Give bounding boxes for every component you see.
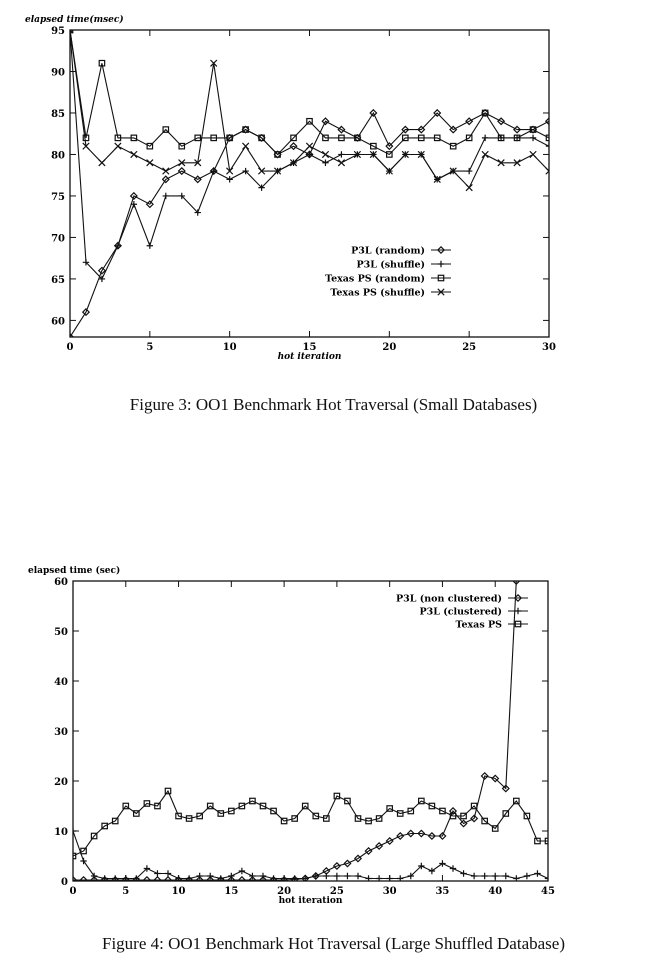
y-axis-label: elapsed time (sec) <box>28 566 121 576</box>
x-tick-label: 15 <box>224 886 239 897</box>
x-tick-label: 30 <box>542 342 556 353</box>
figure-4-caption: Figure 4: OO1 Benchmark Hot Traversal (Large Shuffled Database) <box>102 934 565 953</box>
legend-marker <box>515 608 521 614</box>
data-point <box>338 160 344 166</box>
data-point <box>492 873 498 879</box>
x-tick-label: 25 <box>329 886 344 897</box>
legend-label: Texas PS (random) <box>325 273 425 285</box>
y-tick-label: 60 <box>54 577 68 588</box>
y-tick-label: 90 <box>51 67 65 79</box>
data-point <box>482 151 488 157</box>
legend-marker <box>438 261 444 267</box>
y-tick-label: 65 <box>51 274 65 286</box>
data-point <box>344 873 350 879</box>
y-axis-label: elapsed time(msec) <box>25 15 124 25</box>
series-plus <box>70 828 551 882</box>
data-point <box>163 168 169 174</box>
y-tick-label: 20 <box>54 777 68 788</box>
y-tick-label: 0 <box>61 877 68 888</box>
series-diamond <box>70 578 520 883</box>
data-point <box>147 160 153 166</box>
data-point <box>99 160 105 166</box>
data-point <box>546 143 552 149</box>
figure-3-caption: Figure 3: OO1 Benchmark Hot Traversal (Small Databases) <box>129 395 538 414</box>
x-axis-label: hot iteration <box>277 352 342 362</box>
x-tick-label: 10 <box>171 886 186 897</box>
data-point <box>163 193 169 199</box>
data-point <box>530 151 536 157</box>
y-tick-label: 40 <box>54 677 68 688</box>
x-tick-label: 40 <box>488 886 503 897</box>
y-tick-label: 10 <box>54 827 68 838</box>
legend-label: P3L (shuffle) <box>356 259 425 271</box>
y-tick-label: 80 <box>51 150 65 162</box>
x-tick-label: 0 <box>69 886 77 897</box>
x-tick-label: 0 <box>66 342 74 353</box>
data-point <box>466 168 472 174</box>
series-line <box>73 831 548 879</box>
series-line <box>73 581 516 880</box>
series-cross <box>67 27 552 191</box>
x-tick-label: 25 <box>462 342 477 353</box>
data-point <box>355 873 361 879</box>
data-point <box>306 151 312 157</box>
data-point <box>503 873 509 879</box>
chart-large-shuffled-database <box>0 545 667 965</box>
x-tick-label: 10 <box>222 342 237 353</box>
data-point <box>211 168 217 174</box>
y-tick-label: 75 <box>51 191 65 203</box>
chart-small-databases <box>0 0 667 420</box>
legend-label: P3L (non clustered) <box>396 593 502 605</box>
x-axis-label: hot iteration <box>278 896 343 906</box>
data-point <box>471 873 477 879</box>
x-tick-label: 30 <box>382 886 397 897</box>
series-plus <box>67 27 552 282</box>
series-line <box>70 30 549 155</box>
data-point <box>131 151 137 157</box>
data-point <box>334 873 340 879</box>
plot-frame <box>70 30 549 337</box>
data-point <box>322 151 328 157</box>
data-point <box>534 870 540 876</box>
y-tick-label: 50 <box>54 627 68 638</box>
figure-4 <box>0 545 667 965</box>
x-tick-label: 20 <box>382 342 397 353</box>
legend-label: P3L (random) <box>351 245 425 257</box>
x-tick-label: 15 <box>302 342 317 353</box>
data-point <box>115 143 121 149</box>
data-point <box>306 143 312 149</box>
x-tick-label: 45 <box>541 886 555 897</box>
legend-label: Texas PS (shuffle) <box>330 287 425 299</box>
data-point <box>323 873 329 879</box>
data-point <box>530 135 536 141</box>
x-tick-label: 35 <box>435 886 450 897</box>
data-point <box>460 870 466 876</box>
series-square <box>67 27 551 157</box>
figure-3 <box>0 0 667 420</box>
legend-label: Texas PS <box>455 619 502 631</box>
y-tick-label: 60 <box>51 316 65 328</box>
data-point <box>524 873 530 879</box>
data-point <box>165 870 171 876</box>
x-tick-label: 5 <box>122 886 130 897</box>
data-point <box>154 870 160 876</box>
data-point <box>338 151 344 157</box>
data-point <box>70 828 76 834</box>
y-tick-label: 70 <box>51 233 65 245</box>
series-diamond <box>67 110 552 340</box>
y-tick-label: 85 <box>51 108 65 120</box>
data-point <box>466 184 472 190</box>
series-line <box>70 30 549 188</box>
y-tick-label: 95 <box>51 26 65 37</box>
data-point <box>313 873 319 879</box>
data-point <box>239 868 245 874</box>
x-tick-label: 20 <box>277 886 292 897</box>
data-point <box>450 865 456 871</box>
data-point <box>226 176 232 182</box>
data-point <box>481 873 487 879</box>
x-tick-label: 5 <box>146 342 154 353</box>
data-point <box>322 160 328 166</box>
data-point <box>242 143 248 149</box>
y-tick-label: 30 <box>54 727 68 738</box>
data-point <box>147 243 153 249</box>
data-point <box>482 135 488 141</box>
data-point <box>115 243 121 249</box>
legend-label: P3L (clustered) <box>419 606 502 618</box>
